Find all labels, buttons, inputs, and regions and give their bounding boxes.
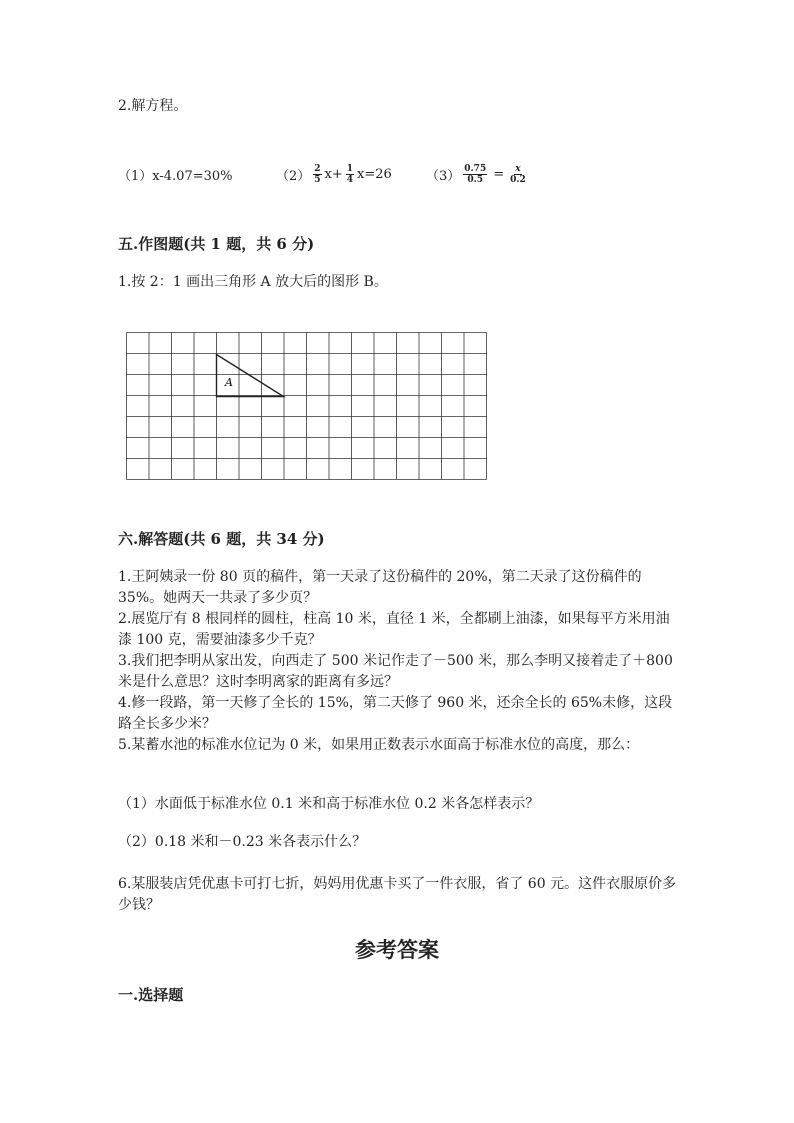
equation-3-prefix: （3） — [426, 168, 461, 184]
equation-2 — [276, 160, 392, 188]
section-5-question-1: 1.按 2：1 画出三角形 A 放大后的图形 B。 — [118, 274, 388, 290]
section-5-heading: 五.作图题(共 1 题，共 6 分) — [118, 235, 315, 253]
question-heading: 2.解方程。 — [118, 98, 188, 114]
fraction-left: $\frac{0.75}{0.5}$ — [464, 163, 487, 185]
fraction-right: $\frac{x}{0.2}$ — [510, 163, 526, 185]
equals-sign: = — [493, 166, 505, 182]
equation-1-text: （1）x-4.07=30% — [118, 168, 233, 184]
section-6-question-5-part-1: （1）水面低于标准水位 0.1 米和高于标准水位 0.2 米各怎样表示？ — [118, 796, 540, 812]
section-6-question-4: 4.修一段路，第一天修了全长的 15%，第二天修了 960 米，还余全长的 65%未修，这段路全长多少米？ — [118, 695, 673, 732]
grid-lines — [127, 333, 487, 480]
triangle-label: A — [225, 376, 233, 389]
equation-3 — [426, 160, 529, 188]
fraction-one-quarter: $\frac{1}{4}$ — [346, 163, 354, 185]
equation-2-mid: x+ — [324, 166, 343, 182]
grid-figure — [126, 332, 490, 484]
fraction-two-fifths: $\frac{2}{5}$ — [314, 163, 321, 185]
section-6-heading: 六.解答题(共 6 题，共 34 分) — [118, 530, 325, 548]
section-6-question-3: 3.我们把李明从家出发，向西走了 500 米记作走了－500 米，那么李明又接着走了＋800 米是什么意思？这时李明离家的距离有多远？ — [118, 653, 673, 690]
section-6-question-1: 1.王阿姨录一份 80 页的稿件，第一天录了这份稿件的 20%，第二天录了这份稿件的 35%。她两天一共录了多少页？ — [118, 569, 642, 606]
equation-1 — [118, 162, 233, 186]
equation-2-prefix: （2） — [276, 168, 311, 184]
section-6-question-2: 2.展览厅有 8 根同样的圆柱，柱高 10 米，直径 1 米，全都刷上油漆，如果每平方米用油漆 100 克，需要油漆多少千克？ — [118, 611, 670, 648]
section-6-question-5: 5.某蓄水池的标准水位记为 0 米，如果用正数表示水面高于标准水位的高度，那么： — [118, 737, 640, 753]
equation-2-suffix: x=26 — [357, 166, 392, 182]
section-6-question-5-part-2: （2）0.18 米和－0.23 米各表示什么？ — [118, 834, 367, 850]
section-6-question-6: 6.某服装店凭优惠卡可打七折，妈妈用优惠卡买了一件衣服，省了 60 元。这件衣服原价多少钱？ — [118, 876, 677, 913]
answers-title: 参考答案 — [355, 937, 439, 962]
answers-section-1-heading: 一.选择题 — [118, 986, 184, 1004]
